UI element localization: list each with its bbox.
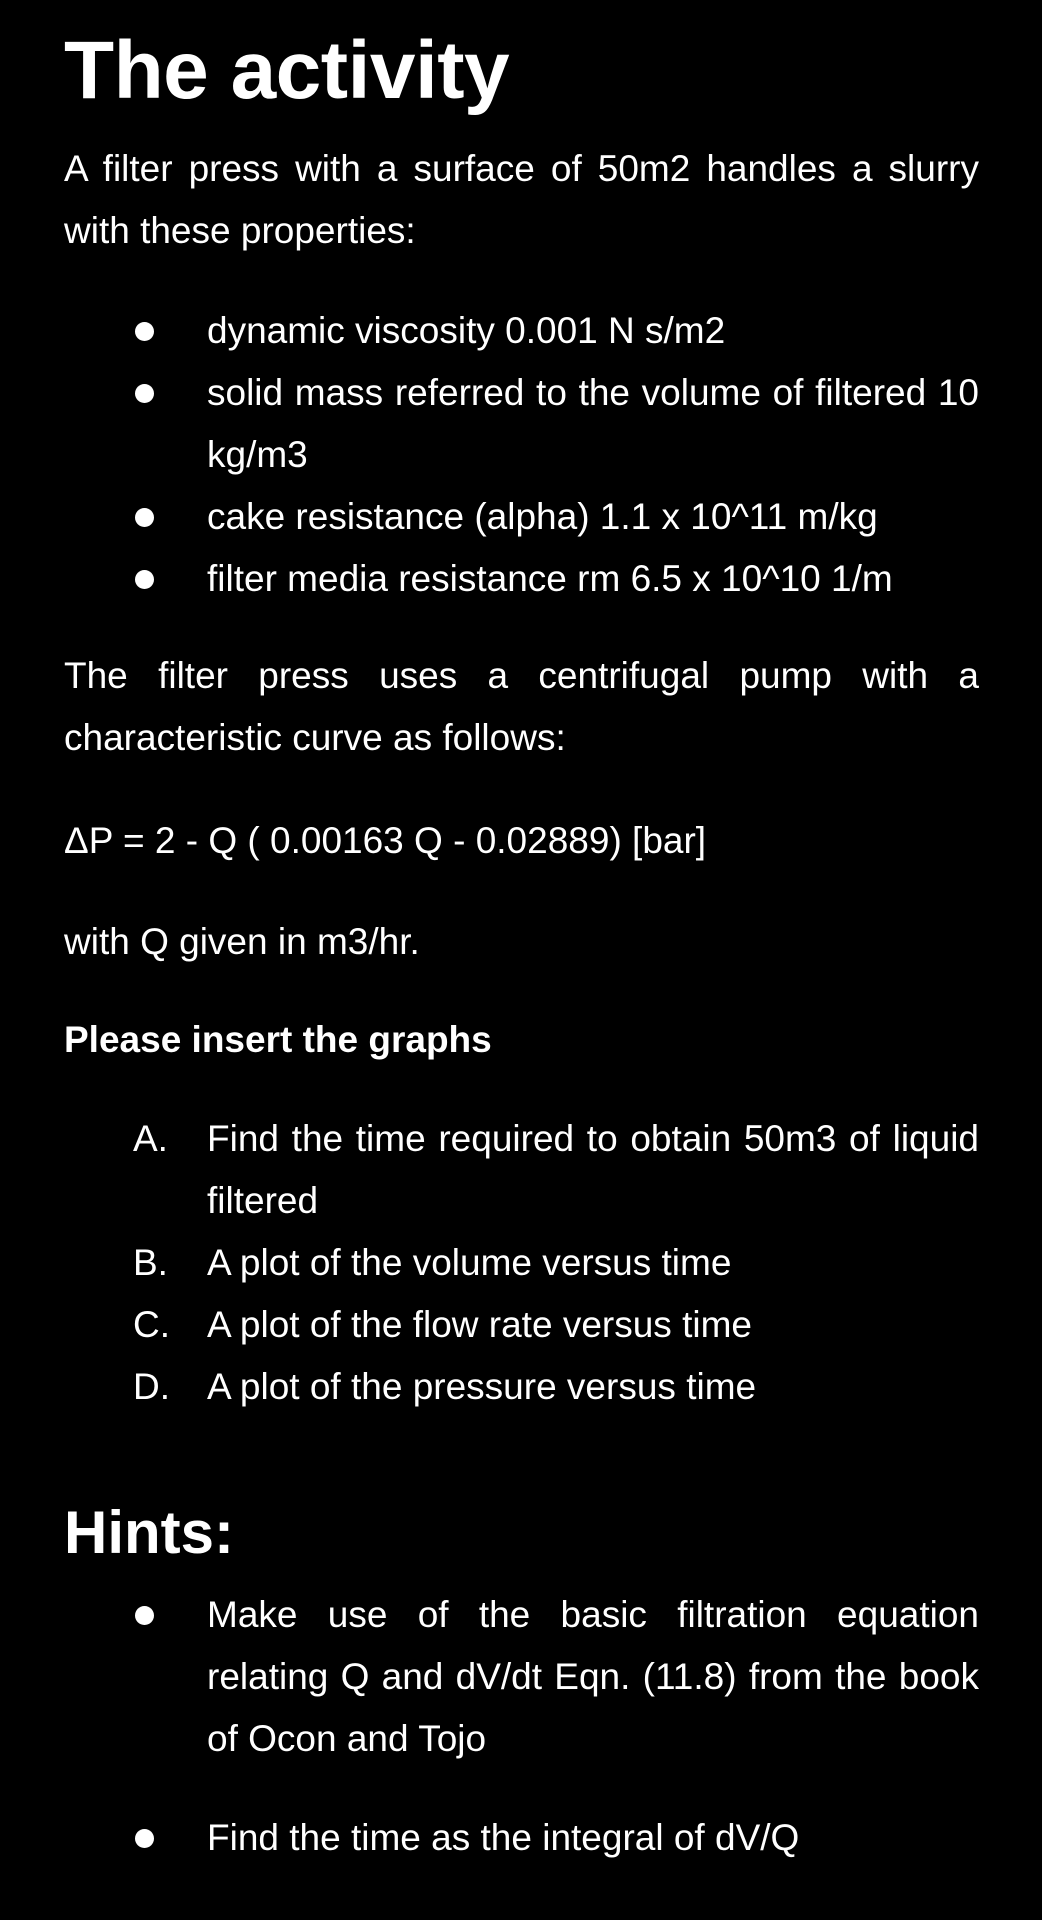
list-item — [0, 1294, 979, 1356]
task-letter: A. — [133, 1118, 168, 1159]
pump-equation: ΔP = 2 - Q ( 0.00163 Q - 0.02889) [bar] — [64, 820, 707, 861]
property-text: dynamic viscosity 0.001 N s/m2 — [207, 310, 726, 351]
hint-text: Find the time as the integral of dV/Q — [207, 1817, 800, 1858]
task-letter: D. — [133, 1366, 170, 1407]
list-item — [0, 1356, 979, 1418]
list-item — [0, 1108, 979, 1232]
task-text: A plot of the pressure versus time — [207, 1366, 757, 1407]
property-text: solid mass referred to the volume of filtered 10 kg/m3 — [207, 372, 979, 475]
graphs-instruction: Please insert the graphs — [64, 1019, 492, 1060]
hints-title: Hints: — [64, 1499, 234, 1566]
list-item — [0, 300, 979, 362]
bullet-icon — [135, 384, 154, 403]
list-item — [0, 1807, 979, 1869]
bullet-icon — [135, 1606, 154, 1625]
tasks-list — [0, 1108, 1042, 1418]
property-text: cake resistance (alpha) 1.1 x 10^11 m/kg — [207, 496, 878, 537]
bullet-icon — [135, 508, 154, 527]
hints-list — [0, 1584, 1042, 1770]
intro-paragraph: A filter press with a surface of 50m2 handles a slurry with these properties: — [64, 148, 979, 251]
task-letter: C. — [133, 1304, 170, 1345]
hints-list-2 — [0, 1807, 1042, 1869]
task-text: A plot of the flow rate versus time — [207, 1304, 752, 1345]
task-text: A plot of the volume versus time — [207, 1242, 732, 1283]
pump-paragraph: The filter press uses a centrifugal pump with a characteristic curve as follows: — [64, 655, 979, 758]
bullet-icon — [135, 1829, 154, 1848]
task-letter: B. — [133, 1242, 168, 1283]
units-note: with Q given in m3/hr. — [64, 921, 420, 962]
hint-text: Make use of the basic filtration equation relating Q and dV/dt Eqn. (11.8) from the book of Ocon and Tojo — [207, 1594, 979, 1759]
list-item — [0, 1584, 979, 1770]
property-text: filter media resistance rm 6.5 x 10^10 1/m — [207, 558, 893, 599]
properties-list — [0, 300, 1042, 610]
list-item — [0, 1232, 979, 1294]
task-text: Find the time required to obtain 50m3 of liquid filtered — [207, 1118, 979, 1221]
list-item — [0, 362, 979, 486]
bullet-icon — [135, 322, 154, 341]
bullet-icon — [135, 570, 154, 589]
list-item — [0, 548, 979, 610]
list-item — [0, 486, 979, 548]
page-title: The activity — [64, 25, 510, 116]
